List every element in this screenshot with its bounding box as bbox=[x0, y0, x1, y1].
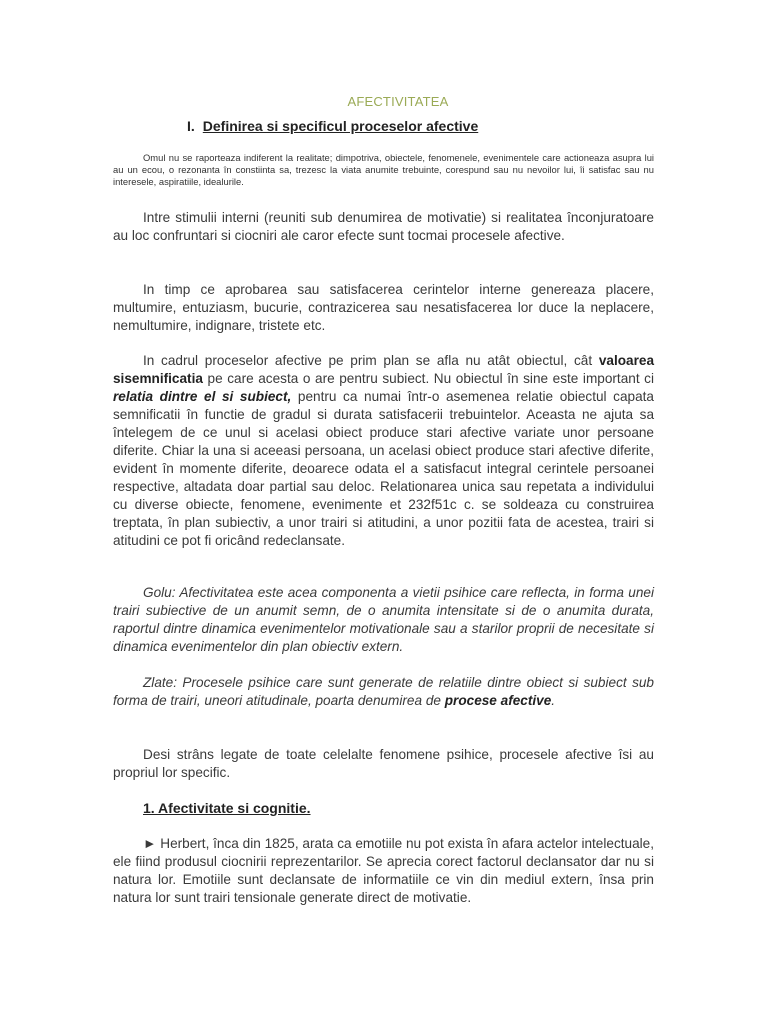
paragraph-3-bold-italic: relatia dintre el si subiect, bbox=[113, 389, 292, 404]
paragraph-3-bold: valoarea sisemnificatia bbox=[113, 353, 654, 386]
section-heading bbox=[187, 118, 478, 134]
paragraph-6-text: Desi strâns legate de toate celelalte fenomene psihice, procesele afective îsi au propriul lor specific. bbox=[113, 747, 654, 780]
paragraph-golu-text: Golu: Afectivitatea este acea componenta a vietii psihice care reflecta, in forma unei trairi subiective de un anumit semn, de o anumita intensitate si de o anumita durata, raportul dintre dinamica evenimentelor motivationale sau a starilor proprii de necesitate si dinamica evenimentelor din plan obiectiv extern. bbox=[113, 585, 654, 654]
paragraph-3-text-c: pe care acesta o are pentru subiect. Nu obiectul în sine este important ci bbox=[202, 371, 654, 386]
paragraph-3-text-a: In cadrul proceselor afective pe prim plan se afla nu atât obiectul, cât bbox=[143, 353, 599, 368]
paragraph-zlate-text-c: . bbox=[551, 693, 556, 708]
document-title: AFECTIVITATEA bbox=[347, 94, 449, 109]
subsection-heading bbox=[143, 800, 311, 816]
paragraph-golu bbox=[113, 584, 654, 656]
paragraph-zlate-bold: procese afective bbox=[444, 693, 552, 708]
intro-paragraph bbox=[113, 152, 654, 188]
paragraph-3 bbox=[113, 352, 654, 550]
section-title: Definirea si specificul proceselor afective bbox=[202, 118, 479, 134]
paragraph-1 bbox=[113, 209, 654, 245]
subsection-title: 1. Afectivitate si cognitie. bbox=[143, 800, 311, 816]
paragraph-2 bbox=[113, 281, 654, 335]
section-number: I. bbox=[187, 118, 195, 134]
paragraph-7 bbox=[113, 835, 654, 907]
paragraph-zlate bbox=[113, 674, 654, 710]
paragraph-1-text: Intre stimulii interni (reuniti sub denumirea de motivatie) si realitatea înconjuratoare au loc confruntari si ciocniri ale caror efecte sunt tocmai procesele afective. bbox=[113, 210, 654, 243]
paragraph-7-text: ► Herbert, înca din 1825, arata ca emotiile nu pot exista în afara actelor intelectuale, ele fiind produsul ciocnirii reprezentarilor. Se aprecia corect factorul declansator dar nu si natura lor. Emotiile sunt declansate de informatiile ce vin din mediul extern, însa prin natura lor sunt trairi tensionale generate direct de motivatie. bbox=[113, 836, 654, 905]
paragraph-2-text: In timp ce aprobarea sau satisfacerea cerintelor interne genereaza placere, multumire, entuziasm, bucurie, contrazicerea sau nesatisfacerea lor duce la neplacere, nemultumire, indignare, tristete etc. bbox=[113, 282, 654, 333]
paragraph-zlate-text-a: Zlate: Procesele psihice care sunt generate de relatiile dintre obiect si subiect sub forma de trairi, uneori atitudinale, poarta denumirea de bbox=[113, 675, 654, 708]
paragraph-6 bbox=[113, 746, 654, 782]
intro-text: Omul nu se raporteaza indiferent la realitate; dimpotriva, obiectele, fenomenele, evenimentele care actioneaza asupra lui au un ecou, o rezonanta în constiinta sa, trezesc la viata anumite trebuinte, corespund sau nu nevoilor lui, îi satisfac sau nu interesele, aspiratiile, idealurile. bbox=[113, 152, 654, 187]
paragraph-3-text-e: pentru ca numai într-o asemenea relatie obiectul capata semnificatii în functie de gradul si durata satisfacerii trebuintelor. Aceasta ne ajuta sa întelegem de ce unul si acelasi obiect produce stari afective variate unor persoane diferite. Chiar la una si aceeasi persoana, un acelasi obiect produce stari afective diferite, evident în momente diferite, deoarece odata el a satisfacut integral cerintele persoanei respective, altadata doar partial sau deloc. Relationarea unica sau repetata a individului cu diverse obiecte, fenomene, evenimente et 232f51c c. se soldeaza cu construirea treptata, în plan subiectiv, a unor trairi si atitudini, a unor pozitii fata de acestea, trairi si atitudini ce pot fi oricând redeclansate. bbox=[113, 389, 654, 548]
